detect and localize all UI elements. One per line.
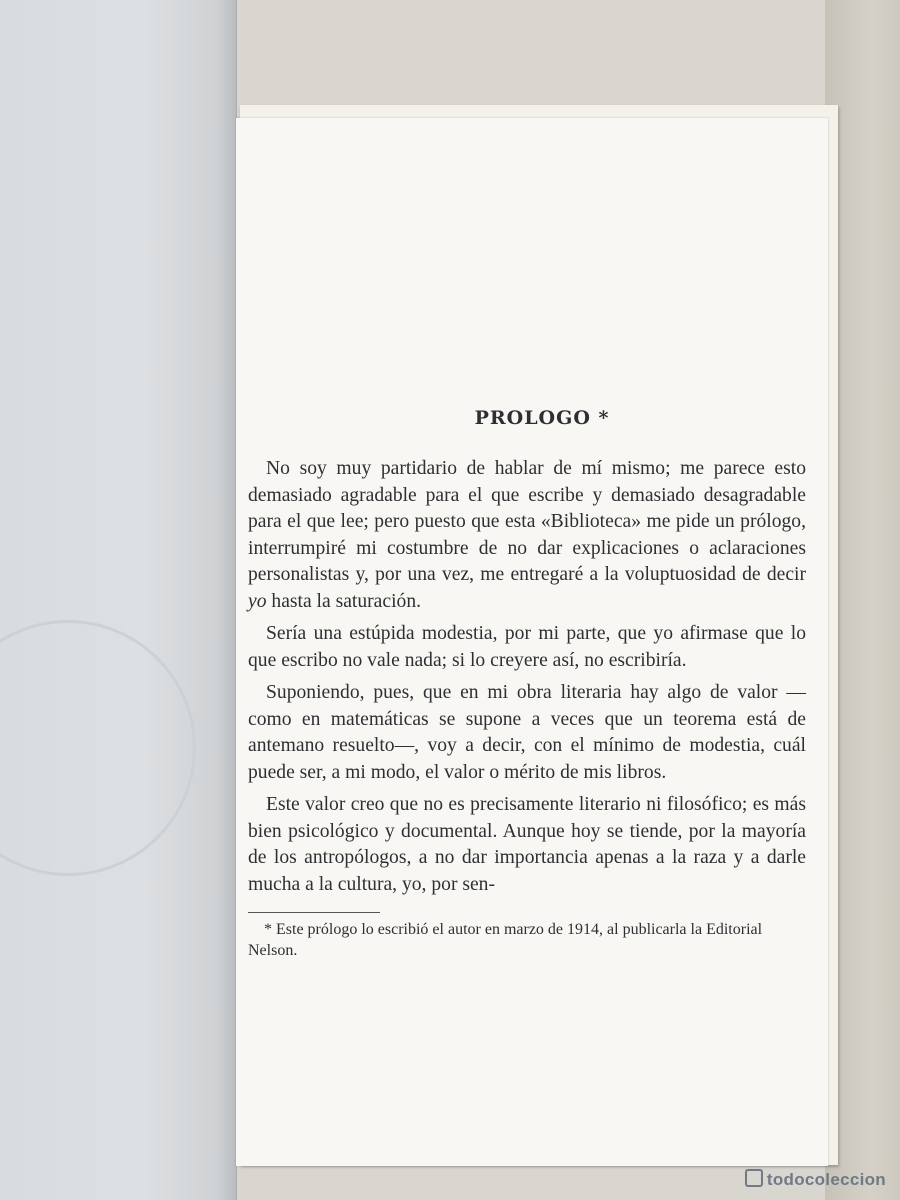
watermark-text: todocoleccion [766, 1170, 886, 1189]
cover-faded-lettering [0, 0, 236, 1200]
paragraph-1 [248, 456, 806, 615]
watermark-logo-icon [745, 1169, 763, 1187]
cover-emblem-circle [0, 620, 196, 876]
page-content [248, 404, 806, 961]
watermark [745, 1169, 886, 1190]
paragraph-3: Suponiendo, pues, que en mi obra literaria hay algo de valor —como en matemáticas se supone a veces que un teorema está de antemano resuelto—, voy a decir, con el mínimo de modestia, cuál puede ser, a mi modo, el valor o mérito de mis libros. [248, 682, 806, 783]
chapter-title: PROLOGO * [474, 407, 610, 429]
footnote-rule [248, 912, 380, 913]
paragraph-4: Este valor creo que no es precisamente literario ni filosófico; es más bien psicológico y documental. Aunque hoy se tiende, por la mayoría de los antropólogos, a no dar importancia apenas a la raza y a darle mucha a la cultura, yo, por sen- [248, 794, 806, 895]
paragraph-1-emphasis: yo [248, 590, 267, 612]
paragraph-2: Sería una estúpida modestia, por mi parte, que yo afirmase que lo que escribo no vale nada; si lo creyere así, no escribiría. [248, 623, 806, 671]
paragraph-1-tail: hasta la saturación. [266, 590, 422, 612]
book-cover-left [0, 0, 237, 1200]
footnote: * Este prólogo lo escribió el autor en marzo de 1914, al publicarla la Editorial Nelson. [248, 921, 763, 959]
paragraph-1-text: No soy muy partidario de hablar de mí mismo; me parece esto demasiado agradable para el que escribe y demasiado desagradable para el que lee; pero puesto que esta «Biblioteca» me pide un prólogo, interrumpiré mi costumbre de no dar explicaciones o aclaraciones personalistas y, por una vez, me entregaré a la voluptuosidad de decir [248, 458, 806, 585]
